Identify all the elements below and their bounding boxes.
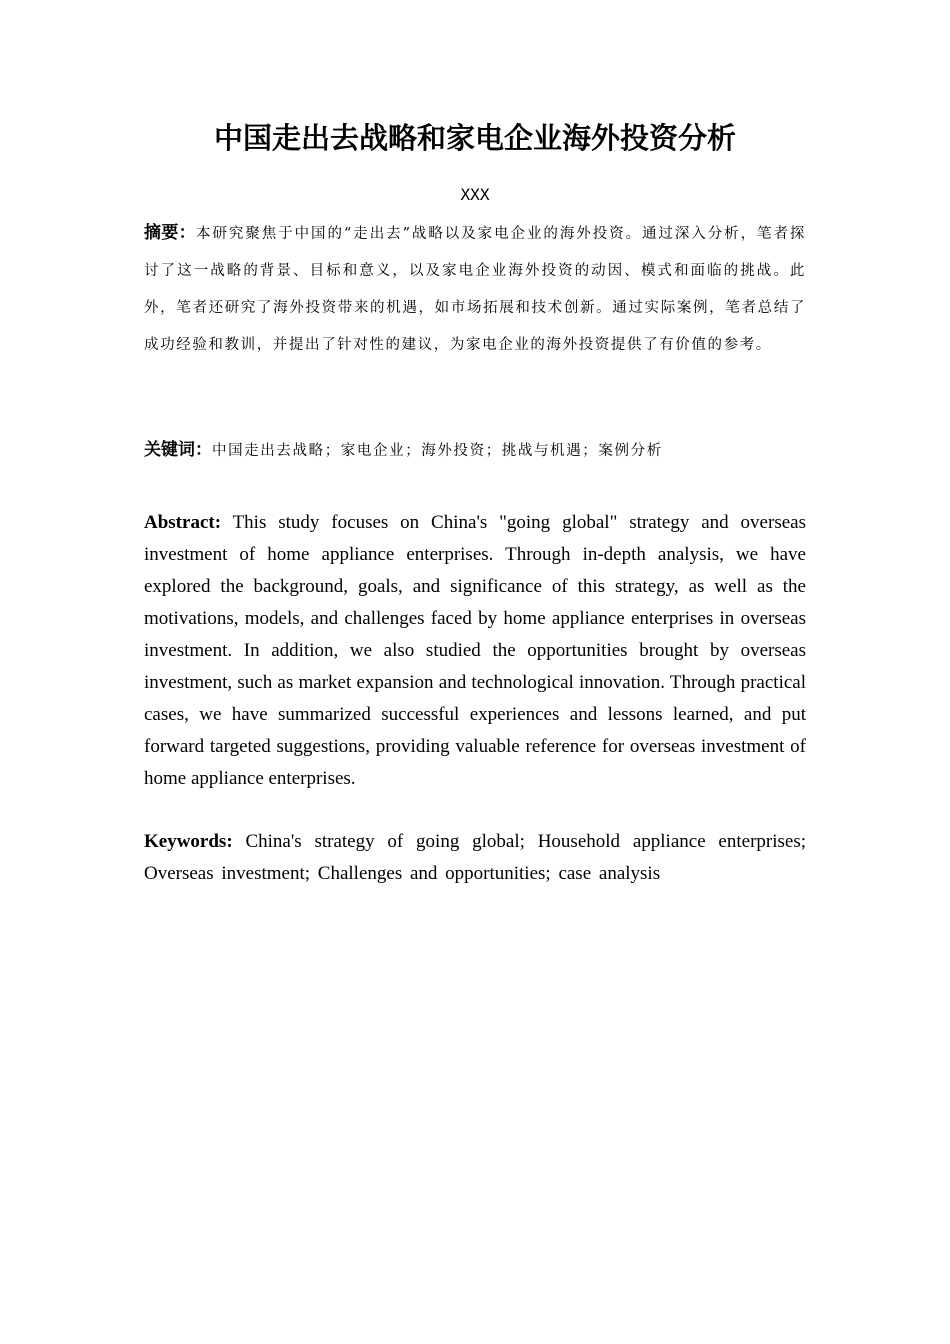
english-abstract-label: Abstract: bbox=[144, 512, 222, 533]
author-name: XXX bbox=[460, 185, 490, 204]
chinese-abstract-text: 本研究聚焦于中国的“走出去”战略以及家电企业的海外投资。通过深入分析，笔者探讨了这一战略的背景、目标和意义，以及家电企业海外投资的动因、模式和面临的挑战。此外，笔者还研究了海外投资带来的机遇，如市场拓展和技术创新。通过实际案例，笔者总结了成功经验和教训，并提出了针对性的建议，为家电企业的海外投资提供了有价值的参考。 bbox=[144, 226, 807, 353]
english-abstract bbox=[144, 507, 806, 795]
chinese-keywords-label: 关键词： bbox=[144, 440, 212, 460]
english-keywords-label: Keywords: bbox=[144, 831, 233, 852]
english-abstract-text: This study focuses on China's "going global" strategy and overseas investment of home appliance enterprises. Through in-depth analysis, we have explored the background, goals, and significance of this strategy, as well as the motivations, models, and challenges faced by home appliance enterprises in overseas investment. In addition, we also studied the opportunities brought by overseas investment, such as market expansion and technological innovation. Through practical cases, we have summarized successful experiences and lessons learned, and put forward targeted suggestions, providing valuable reference for overseas investment of home appliance enterprises. bbox=[144, 512, 806, 789]
paper-title: 中国走出去战略和家电企业海外投资分析 bbox=[213, 121, 736, 155]
chinese-keywords bbox=[144, 432, 806, 470]
english-keywords bbox=[144, 826, 806, 890]
english-keywords-text: China's strategy of going global; Household appliance enterprises; Overseas investment; Challenges and opportunities; case analysis bbox=[144, 831, 807, 884]
chinese-abstract bbox=[144, 215, 806, 364]
chinese-abstract-label: 摘要： bbox=[144, 223, 197, 243]
chinese-keywords-text: 中国走出去战略；家电企业；海外投资；挑战与机遇；案例分析 bbox=[212, 443, 663, 459]
